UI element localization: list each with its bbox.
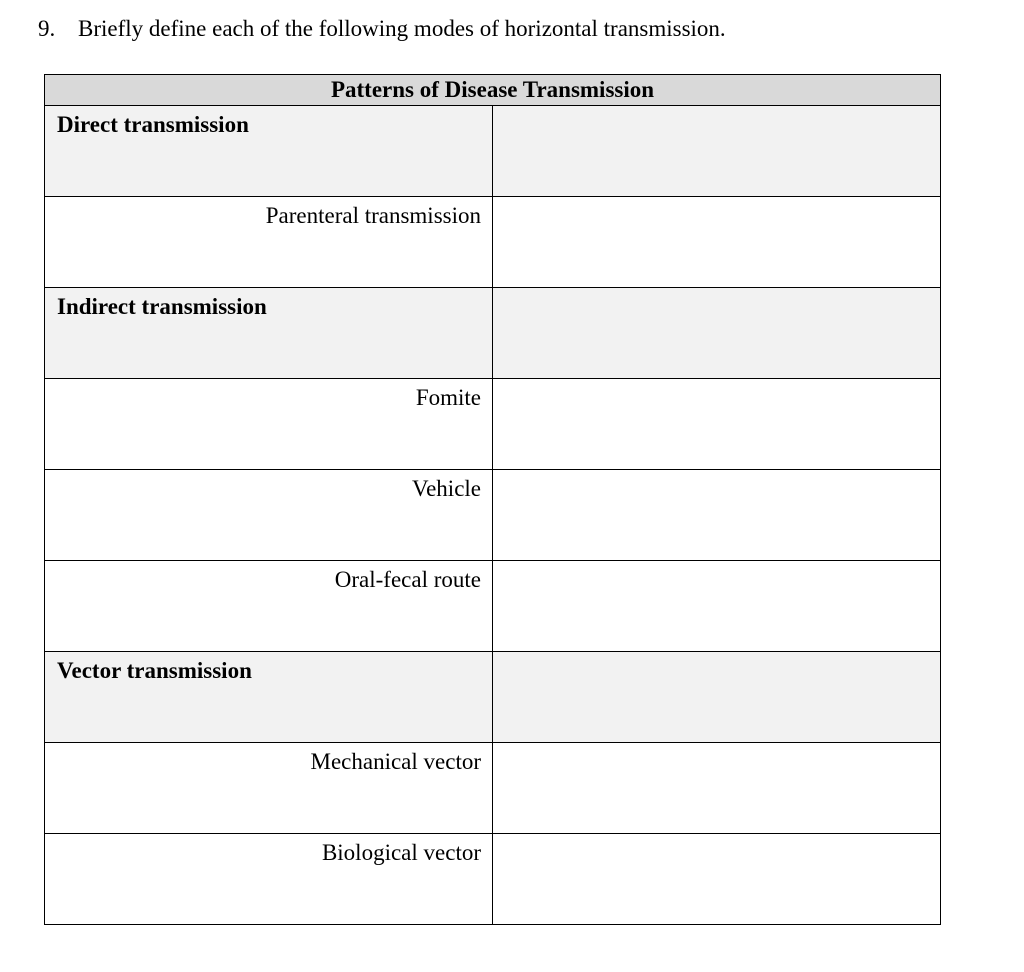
row-label: Fomite — [415, 385, 481, 410]
answer-cell-vehicle[interactable] — [493, 470, 941, 561]
row-label: Vehicle — [412, 476, 481, 501]
row-label-cell — [45, 197, 493, 288]
row-label: Direct transmission — [57, 112, 249, 137]
answer-cell-parenteral-transmission[interactable] — [493, 197, 941, 288]
table-title-row — [45, 75, 941, 106]
row-label-cell — [45, 834, 493, 925]
row-label: Mechanical vector — [310, 749, 481, 774]
row-label: Oral-fecal route — [334, 567, 481, 592]
row-label-cell — [45, 106, 493, 197]
answer-cell-oral-fecal-route[interactable] — [493, 561, 941, 652]
row-label: Parenteral transmission — [265, 203, 481, 228]
table-row-vehicle — [45, 470, 941, 561]
answer-cell-indirect-transmission[interactable] — [493, 288, 941, 379]
table-row-vector-transmission — [45, 652, 941, 743]
row-label-cell — [45, 470, 493, 561]
table-row-direct-transmission — [45, 106, 941, 197]
answer-cell-direct-transmission[interactable] — [493, 106, 941, 197]
row-label: Indirect transmission — [57, 294, 267, 319]
question-prompt — [38, 14, 726, 44]
table-row-biological-vector — [45, 834, 941, 925]
row-label-cell — [45, 652, 493, 743]
answer-cell-fomite[interactable] — [493, 379, 941, 470]
table-row-indirect-transmission — [45, 288, 941, 379]
transmission-patterns-table — [44, 74, 941, 925]
question-number: 9. — [38, 16, 56, 41]
row-label-cell — [45, 288, 493, 379]
row-label: Vector transmission — [57, 658, 252, 683]
row-label-cell — [45, 743, 493, 834]
row-label: Biological vector — [321, 840, 481, 865]
table-row-parenteral-transmission — [45, 197, 941, 288]
question-text: Briefly define each of the following modes of horizontal transmission. — [78, 16, 726, 41]
answer-cell-biological-vector[interactable] — [493, 834, 941, 925]
answer-cell-vector-transmission[interactable] — [493, 652, 941, 743]
table-row-fomite — [45, 379, 941, 470]
table-row-mechanical-vector — [45, 743, 941, 834]
table-title: Patterns of Disease Transmission — [45, 75, 941, 106]
answer-cell-mechanical-vector[interactable] — [493, 743, 941, 834]
row-label-cell — [45, 561, 493, 652]
row-label-cell — [45, 379, 493, 470]
table-row-oral-fecal-route — [45, 561, 941, 652]
